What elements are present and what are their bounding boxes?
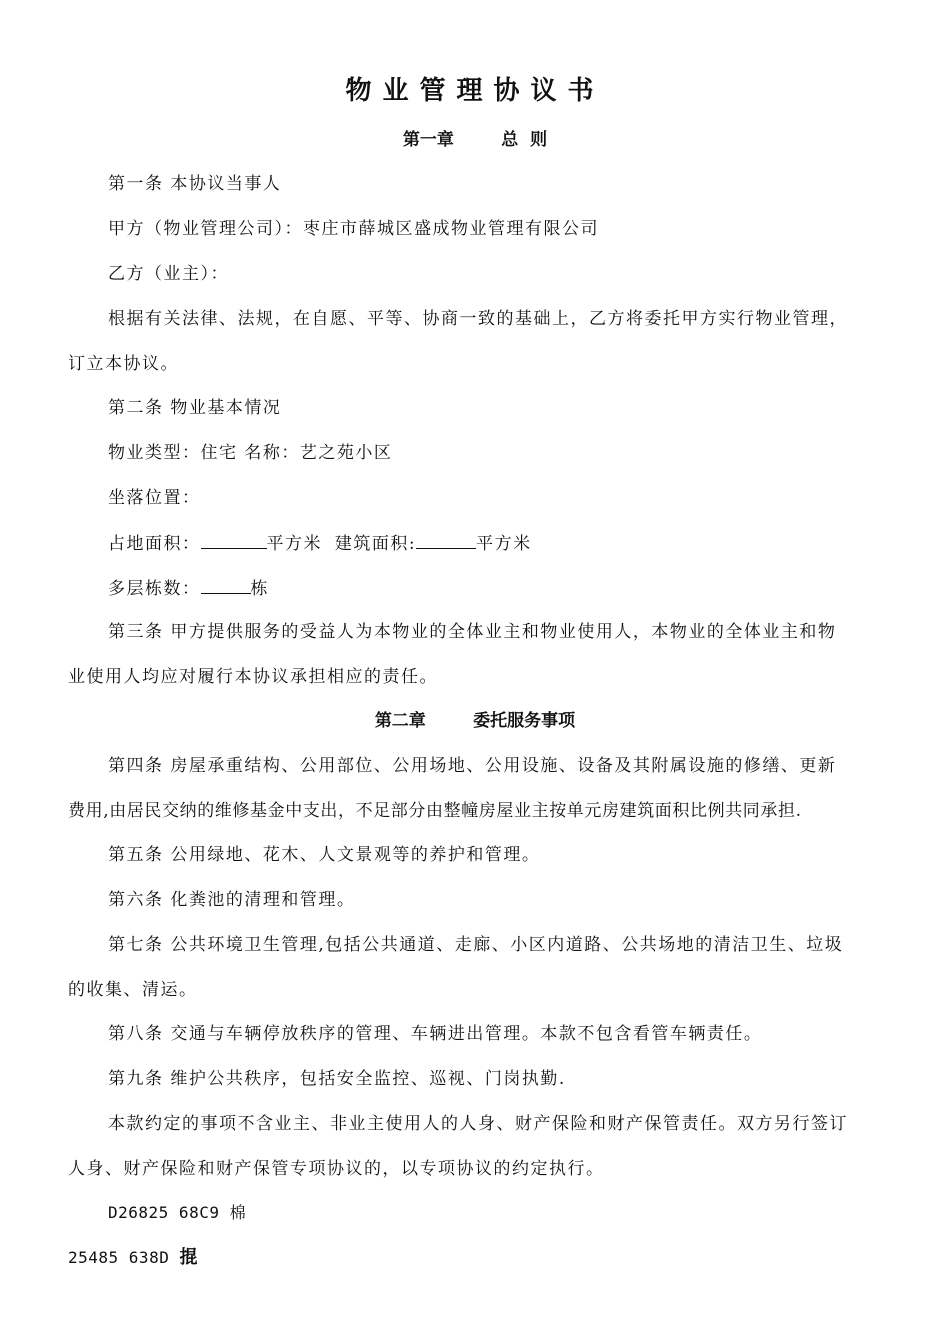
property-type-line: 物业类型：住宅 名称：艺之苑小区 (108, 443, 393, 463)
article-7-line-1: 第七条 公共环境卫生管理,包括公共通道、走廊、小区内道路、公共场地的清洁卫生、垃圾 (108, 935, 844, 955)
floors-blank (201, 576, 251, 594)
code-text-2: 25485 638D (68, 1248, 180, 1267)
floors-line (108, 576, 269, 601)
preamble-line-1: 根据有关法律、法规，在自愿、平等、协商一致的基础上，乙方将委托甲方实行物业管理， (108, 309, 848, 329)
exclusion-line-1: 本款约定的事项不含业主、非业主使用人的人身、财产保险和财产保管责任。双方另行签订 (108, 1114, 848, 1134)
article-1-heading: 第一条 本协议当事人 (108, 174, 282, 194)
code-glyph-2: 掍 (179, 1247, 198, 1268)
land-area-label: 占地面积： (108, 534, 201, 554)
article-2-heading: 第二条 物业基本情况 (108, 398, 282, 418)
article-4-line-1: 第四条 房屋承重结构、公用部位、公用场地、公用设施、设备及其附属设施的修缮、更新 (108, 756, 837, 776)
unicode-code-line-1 (108, 1201, 246, 1225)
floors-label: 多层栋数： (108, 579, 201, 599)
party-b-line: 乙方（业主）： (108, 264, 229, 284)
article-3-line-2: 业使用人均应对履行本协议承担相应的责任。 (68, 667, 438, 687)
exclusion-line-2: 人身、财产保险和财产保管专项协议的，以专项协议的约定执行。 (68, 1159, 605, 1179)
article-4-line-2: 费用,由居民交纳的维修基金中支出，不足部分由整幢房屋业主按单元房建筑面积比例共同承担. (68, 801, 802, 821)
code-glyph-1: 棉 (229, 1203, 247, 1222)
article-5-line: 第五条 公用绿地、花木、人文景观等的养护和管理。 (108, 845, 541, 865)
location-line: 坐落位置： (108, 488, 201, 508)
building-area-unit: 平方米 (476, 534, 532, 554)
article-7-line-2: 的收集、清运。 (68, 980, 198, 1000)
building-area-label: 建筑面积: (334, 534, 417, 554)
article-8-line: 第八条 交通与车辆停放秩序的管理、车辆进出管理。本款不包含看管车辆责任。 (108, 1024, 763, 1044)
floors-unit: 栋 (250, 579, 269, 599)
unicode-code-line-2 (68, 1246, 198, 1270)
chapter-1-heading: 第一章 总 则 (402, 130, 548, 150)
article-3-line-1: 第三条 甲方提供服务的受益人为本物业的全体业主和物业使用人，本物业的全体业主和物 (108, 622, 837, 642)
code-text-1: D26825 68C9 (108, 1203, 230, 1222)
party-a-line: 甲方（物业管理公司）：枣庄市薛城区盛成物业管理有限公司 (108, 219, 599, 239)
land-area-unit: 平方米 (266, 534, 322, 554)
article-6-line: 第六条 化粪池的清理和管理。 (108, 890, 356, 910)
chapter-2-heading: 第二章 委托服务事项 (374, 711, 576, 731)
article-9-line: 第九条 维护公共秩序，包括安全监控、巡视、门岗执勤. (108, 1069, 566, 1089)
land-area-blank (201, 531, 267, 549)
document-title: 物业管理协议书 (345, 76, 605, 106)
area-line (108, 531, 532, 556)
building-area-blank (416, 531, 476, 549)
preamble-line-2: 订立本协议。 (68, 354, 179, 374)
